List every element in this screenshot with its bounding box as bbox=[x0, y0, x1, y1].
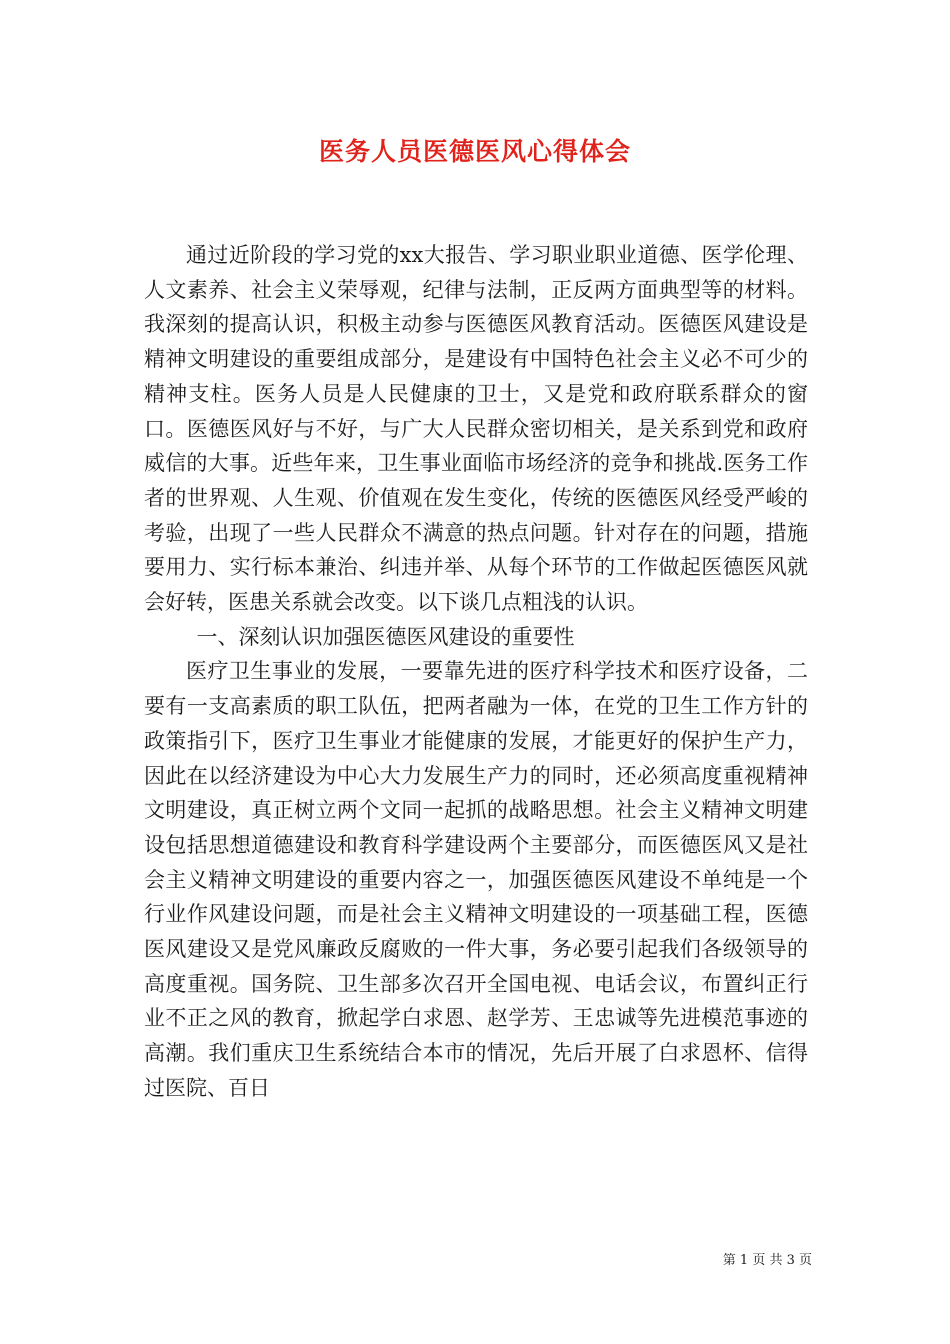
paragraph-intro: 通过近阶段的学习党的xx大报告、学习职业职业道德、医学伦理、人文素养、社会主义荣辱观，纪律与法制，正反两方面典型等的材料。我深刻的提高认识，积极主动参与医德医风教育活动。医德医风建设是精神文明建设的重要组成部分，是建设有中国特色社会主义必不可少的精神支柱。医务人员是人民健康的卫士，又是党和政府联系群众的窗口。医德医风好与不好，与广大人民群众密切相关，是关系到党和政府威信的大事。近些年来，卫生事业面临市场经济的竞争和挑战.医务工作者的世界观、人生观、价值观在发生变化，传统的医德医风经受严峻的考验，出现了一些人民群众不满意的热点问题。针对存在的问题，措施要用力、实行标本兼治、纠违并举、从每个环节的工作做起医德医风就会好转，医患关系就会改变。以下谈几点粗浅的认识。 bbox=[144, 243, 808, 615]
page-number-footer: 第 1 页 共 3 页 bbox=[722, 1253, 812, 1268]
paragraph-section-1: 医疗卫生事业的发展，一要靠先进的医疗科学技术和医疗设备，二要有一支高素质的职工队伍，把两者融为一体，在党的卫生工作方针的政策指引下，医疗卫生事业才能健康的发展，才能更好的保护生产力，因此在以经济建设为中心大力发展生产力的同时，还必须高度重视精神文明建设，真正树立两个文同一起抓的战略思想。社会主义精神文明建设包括思想道德建设和教育科学建设两个主要部分，而医德医风又是社会主义精神文明建设的重要内容之一，加强医德医风建设不单纯是一个行业作风建设问题，而是社会主义精神文明建设的一项基础工程，医德医风建设又是党风廉政反腐败的一件大事，务必要引起我们各级领导的高度重视。国务院、卫生部多次召开全国电视、电话会议，布置纠正行业不正之风的教育，掀起学白求恩、赵学芳、王忠诚等先进模范事迹的高潮。我们重庆卫生系统结合本市的情况，先后开展了白求恩杯、信得过医院、百日 bbox=[144, 659, 808, 1100]
document-title: 医务人员医德医风心得体会 bbox=[318, 137, 631, 166]
section-heading-1: 一、深刻认识加强医德医风建设的重要性 bbox=[196, 624, 575, 649]
document-body bbox=[144, 238, 808, 1106]
